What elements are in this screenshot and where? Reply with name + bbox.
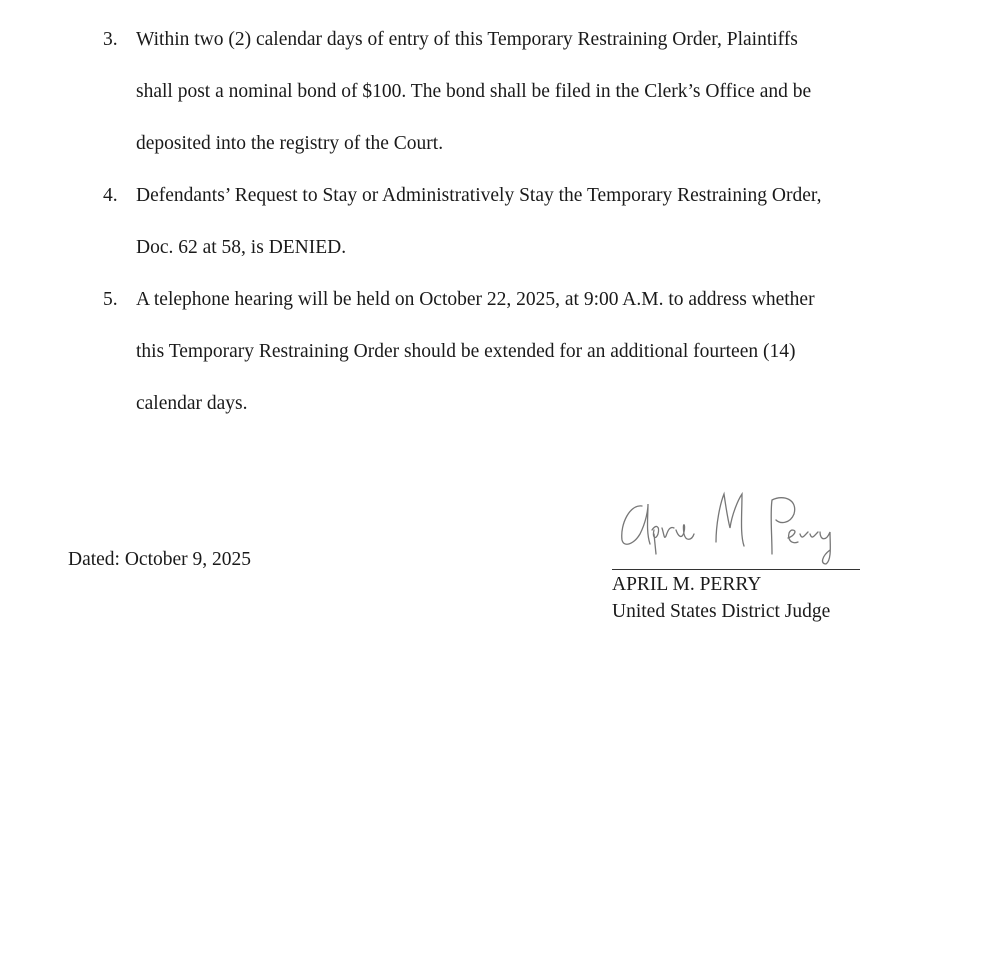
- judge-name: APRIL M. PERRY: [612, 574, 762, 595]
- item-line: Doc. 62 at 58, is DENIED.: [136, 237, 347, 258]
- judge-title: United States District Judge: [612, 601, 831, 622]
- handwritten-signature: [612, 484, 862, 568]
- item-line: this Temporary Restraining Order should be extended for an additional fourteen (14): [136, 341, 796, 362]
- item-line: A telephone hearing will be held on October 22, 2025, at 9:00 A.M. to address whether: [136, 289, 815, 310]
- item-line: Within two (2) calendar days of entry of this Temporary Restraining Order, Plaintiffs: [136, 29, 798, 50]
- item-number: 4.: [103, 185, 118, 206]
- item-line: deposited into the registry of the Court.: [136, 133, 444, 154]
- dated-line: Dated: October 9, 2025: [68, 549, 252, 570]
- item-number: 5.: [103, 289, 118, 310]
- signature-line: [612, 569, 860, 570]
- item-line: shall post a nominal bond of $100. The bond shall be filed in the Clerk’s Office and be: [136, 81, 812, 102]
- item-line: Defendants’ Request to Stay or Administratively Stay the Temporary Restraining Order,: [136, 185, 822, 206]
- item-number: 3.: [103, 29, 118, 50]
- item-line: calendar days.: [136, 393, 248, 414]
